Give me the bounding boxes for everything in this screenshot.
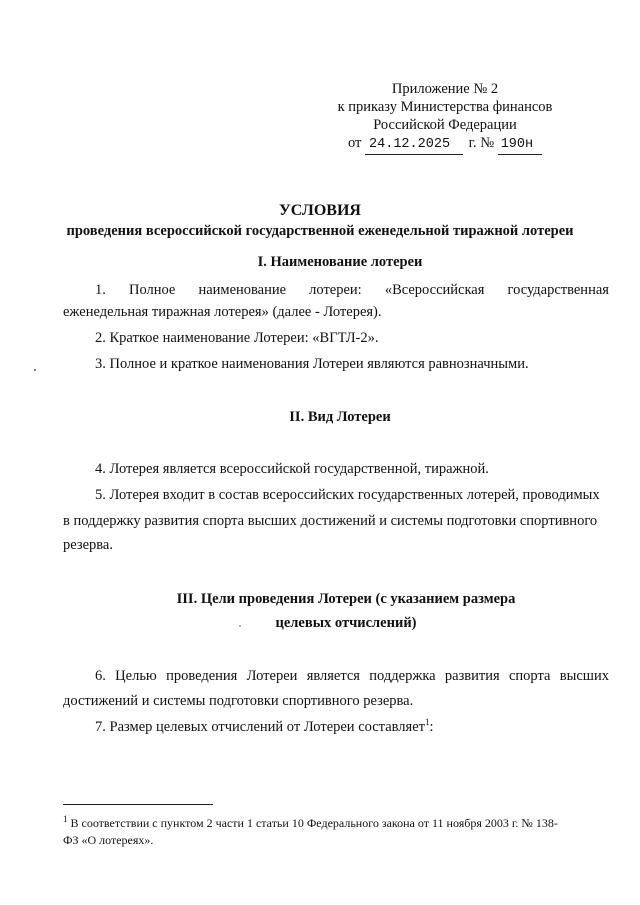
number-prefix: г. № [468, 135, 495, 151]
p1-word: лотереи: [309, 282, 362, 298]
p1-word: 1. [95, 282, 106, 298]
scan-speck [34, 369, 36, 371]
paragraph-3: 3. Полное и краткое наименования Лотереи являются равнозначными. [95, 356, 529, 372]
p1-word: Полное [128, 282, 176, 298]
order-number: 190н [498, 136, 542, 155]
p1-word: наименование [198, 282, 287, 298]
p6-word: Целью [115, 668, 157, 684]
footnote-line-2: ФЗ «О лотереях». [63, 833, 154, 847]
order-date: 24.12.2025 [365, 136, 463, 155]
footnote-text-1: В соответствии с пунктом 2 части 1 статьи 10 Федерального закона от 11 ноября 2003 г. № 138- [67, 816, 558, 830]
paragraph-7-text: 7. Размер целевых отчислений от Лотереи составляет [95, 719, 425, 735]
header-appendix-number: Приложение № 2 [391, 81, 499, 97]
p6-word: 6. [95, 668, 106, 684]
paragraph-5-line-2: в поддержку развития спорта высших достижений и системы подготовки спортивного [63, 513, 598, 529]
document-title: УСЛОВИЯ [279, 202, 361, 219]
p1-word: «Всероссийская [384, 282, 485, 298]
section-3-heading-line-1: III. Цели проведения Лотереи (с указанием размера [176, 591, 516, 607]
paragraph-1-line-2: еженедельная тиражная лотерея» (далее - Лотерея). [63, 304, 382, 320]
footnote-ref-1: 1 [424, 717, 430, 728]
paragraph-6-line-2: достижений и системы подготовки спортивного резерва. [63, 693, 414, 709]
footnote-separator [63, 804, 213, 805]
paragraph-7 [95, 718, 434, 736]
header-date-line [348, 134, 542, 155]
p6-word: проведения [166, 668, 238, 684]
p1-word: государственная [507, 282, 609, 298]
p6-word: поддержка [369, 668, 436, 684]
section-1-heading: I. Наименование лотереи [257, 254, 423, 270]
paragraph-7-colon: : [429, 719, 434, 735]
p6-word: Лотереи [246, 668, 298, 684]
section-3-heading-line-2: целевых отчислений) [275, 615, 417, 631]
p6-word: развития [444, 668, 500, 684]
paragraph-1-line-1 [95, 281, 609, 299]
paragraph-5-line-1: 5. Лотерея входит в состав всероссийских государственных лотерей, проводимых [95, 487, 600, 503]
paragraph-6-line-1 [95, 667, 609, 685]
footnote-line-1 [63, 815, 558, 831]
paragraph-2: 2. Краткое наименование Лотереи: «ВГТЛ-2». [95, 330, 379, 346]
p6-word: спорта [508, 668, 551, 684]
footnote-mark: 1 [63, 814, 68, 824]
paragraph-5-line-3: резерва. [63, 537, 113, 553]
paragraph-4: 4. Лотерея является всероссийской государственной, тиражной. [95, 461, 489, 477]
header-order-ministry: к приказу Министерства финансов [337, 99, 553, 115]
section-2-heading: II. Вид Лотереи [289, 409, 391, 425]
p6-word: является [306, 668, 360, 684]
p6-word: высших [559, 668, 609, 684]
date-prefix: от [348, 135, 362, 151]
header-federation: Российской Федерации [373, 117, 517, 133]
document-subtitle: проведения всероссийской государственной еженедельной тиражной лотереи [66, 223, 574, 239]
scan-speck [239, 625, 241, 627]
